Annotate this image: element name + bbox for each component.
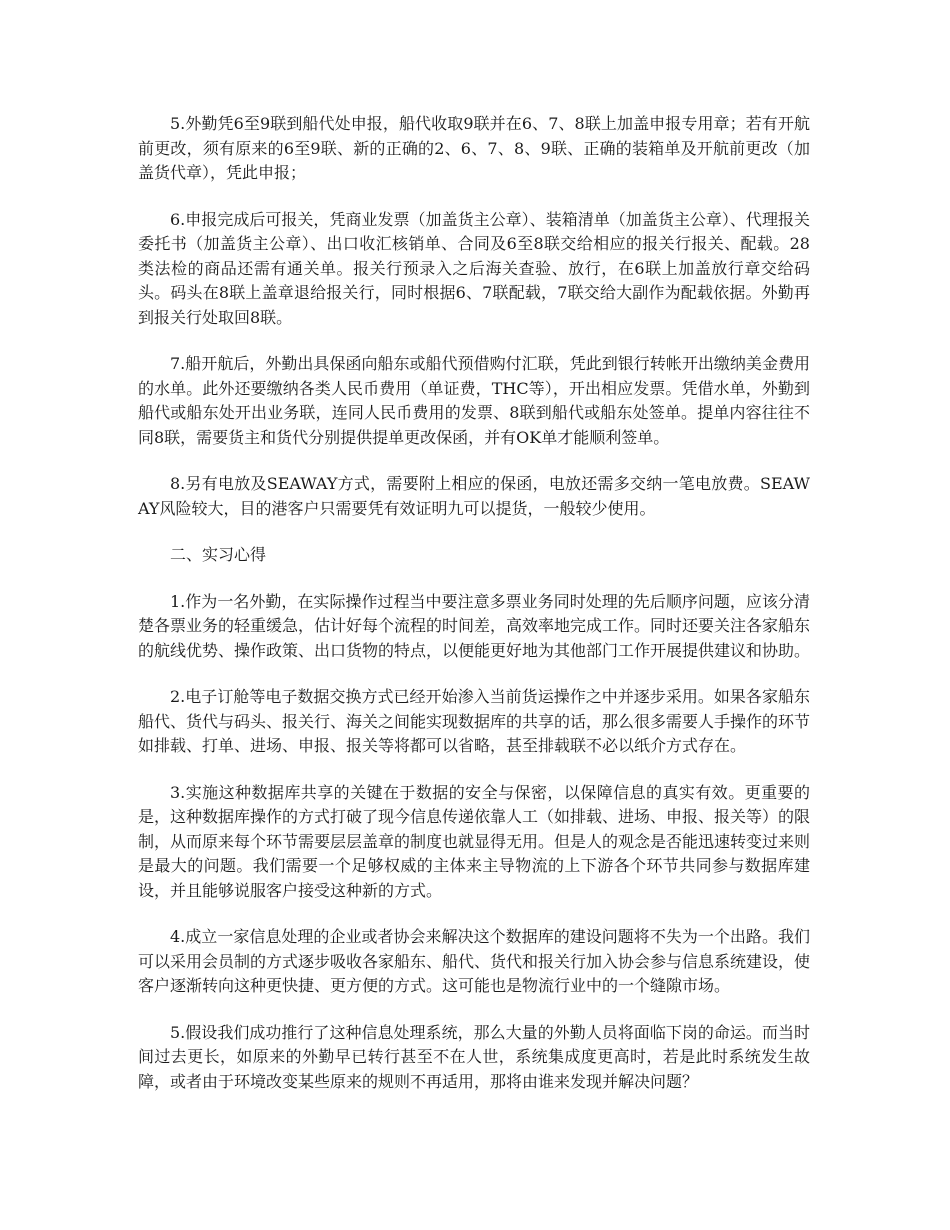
paragraph-insight-5: 5.假设我们成功推行了这种信息处理系统，那么大量的外勤人员将面临下岗的命运。而当时间过去更长，如原来的外勤早已转行甚至不在人世，系统集成度更高时，若是此时系统发生故障，或者由于环境改变某些原来的规则不再适用，那将由谁来发现并解决问题？ — [138, 1022, 810, 1091]
paragraph-step-7: 7.船开航后，外勤出具保函向船东或船代预借购付汇联，凭此到银行转帐开出缴纳美金费用的水单。此外还要缴纳各类人民币费用（单证费，THC等），开出相应发票。凭借水单，外勤到船代或船东处开出业务联，连同人民币费用的发票、8联到船代或船东处签单。提单内容往往不同8联，需要货主和货代分别提供提单更改保函，并有OK单才能顺利签单。 — [138, 354, 810, 447]
paragraph-insight-2: 2.电子订舱等电子数据交换方式已经开始渗入当前货运操作之中并逐步采用。如果各家船东船代、货代与码头、报关行、海关之间能实现数据库的共享的话，那么很多需要人手操作的环节如排载、打单、进场、申报、报关等将都可以省略，甚至排载联不必以纸介方式存在。 — [138, 687, 811, 755]
document-page — [138, 112, 810, 1116]
paragraph-insight-3: 3.实施这种数据库共享的关键在于数据的安全与保密，以保障信息的真实有效。更重要的是，这种数据库操作的方式打破了现今信息传递依靠人工（如排载、进场、申报、报关等）的限制，从而原来每个环节需要层层盖章的制度也就显得无用。但是人的观念是否能迅速转变过来则是最大的问题。我们需要一个足够权威的主体来主导物流的上下游各个环节共同参与数据库建设，并且能够说服客户接受这种新的方式。 — [138, 782, 811, 900]
paragraph-step-8: 8.另有电放及SEAWAY方式，需要附上相应的保函，电放还需多交纳一笔电放费。SEAWAY风险较大，目的港客户只需要凭有效证明九可以提货，一般较少使用。 — [138, 474, 810, 518]
section-heading: 二、实习心得 — [170, 545, 267, 564]
paragraph-step-5: 5.外勤凭6至9联到船代处申报，船代收取9联并在6、7、8联上加盖申报专用章；若有开航前更改，须有原来的6至9联、新的正确的2、6、7、8、9联、正确的装箱单及开航前更改（加盖货代章），凭此申报； — [138, 114, 810, 182]
paragraph-insight-4: 4.成立一家信息处理的企业或者协会来解决这个数据库的建设问题将不失为一个出路。我们可以采用会员制的方式逐步吸收各家船东、船代、货代和报关行加入协会参与信息系统建设，使客户逐渐转向这种更快捷、更方便的方式。这可能也是物流行业中的一个缝隙市场。 — [138, 927, 811, 995]
paragraph-insight-1: 1.作为一名外勤，在实际操作过程当中要注意多票业务同时处理的先后顺序问题，应该分清楚各票业务的轻重缓急，估计好每个流程的时间差，高效率地完成工作。同时还要关注各家船东的航线优势、操作政策、出口货物的特点，以便能更好地为其他部门工作开展提供建议和协助。 — [138, 591, 811, 660]
paragraph-step-6: 6.申报完成后可报关，凭商业发票（加盖货主公章）、装箱清单（加盖货主公章）、代理报关委托书（加盖货主公章）、出口收汇核销单、合同及6至8联交给相应的报关行报关、配载。28类法检的商品还需有通关单。报关行预录入之后海关查验、放行，在6联上加盖放行章交给码头。码头在8联上盖章退给报关行，同时根据6、7联配载，7联交给大副作为配载依据。外勤再到报关行处取回8联。 — [138, 209, 810, 327]
